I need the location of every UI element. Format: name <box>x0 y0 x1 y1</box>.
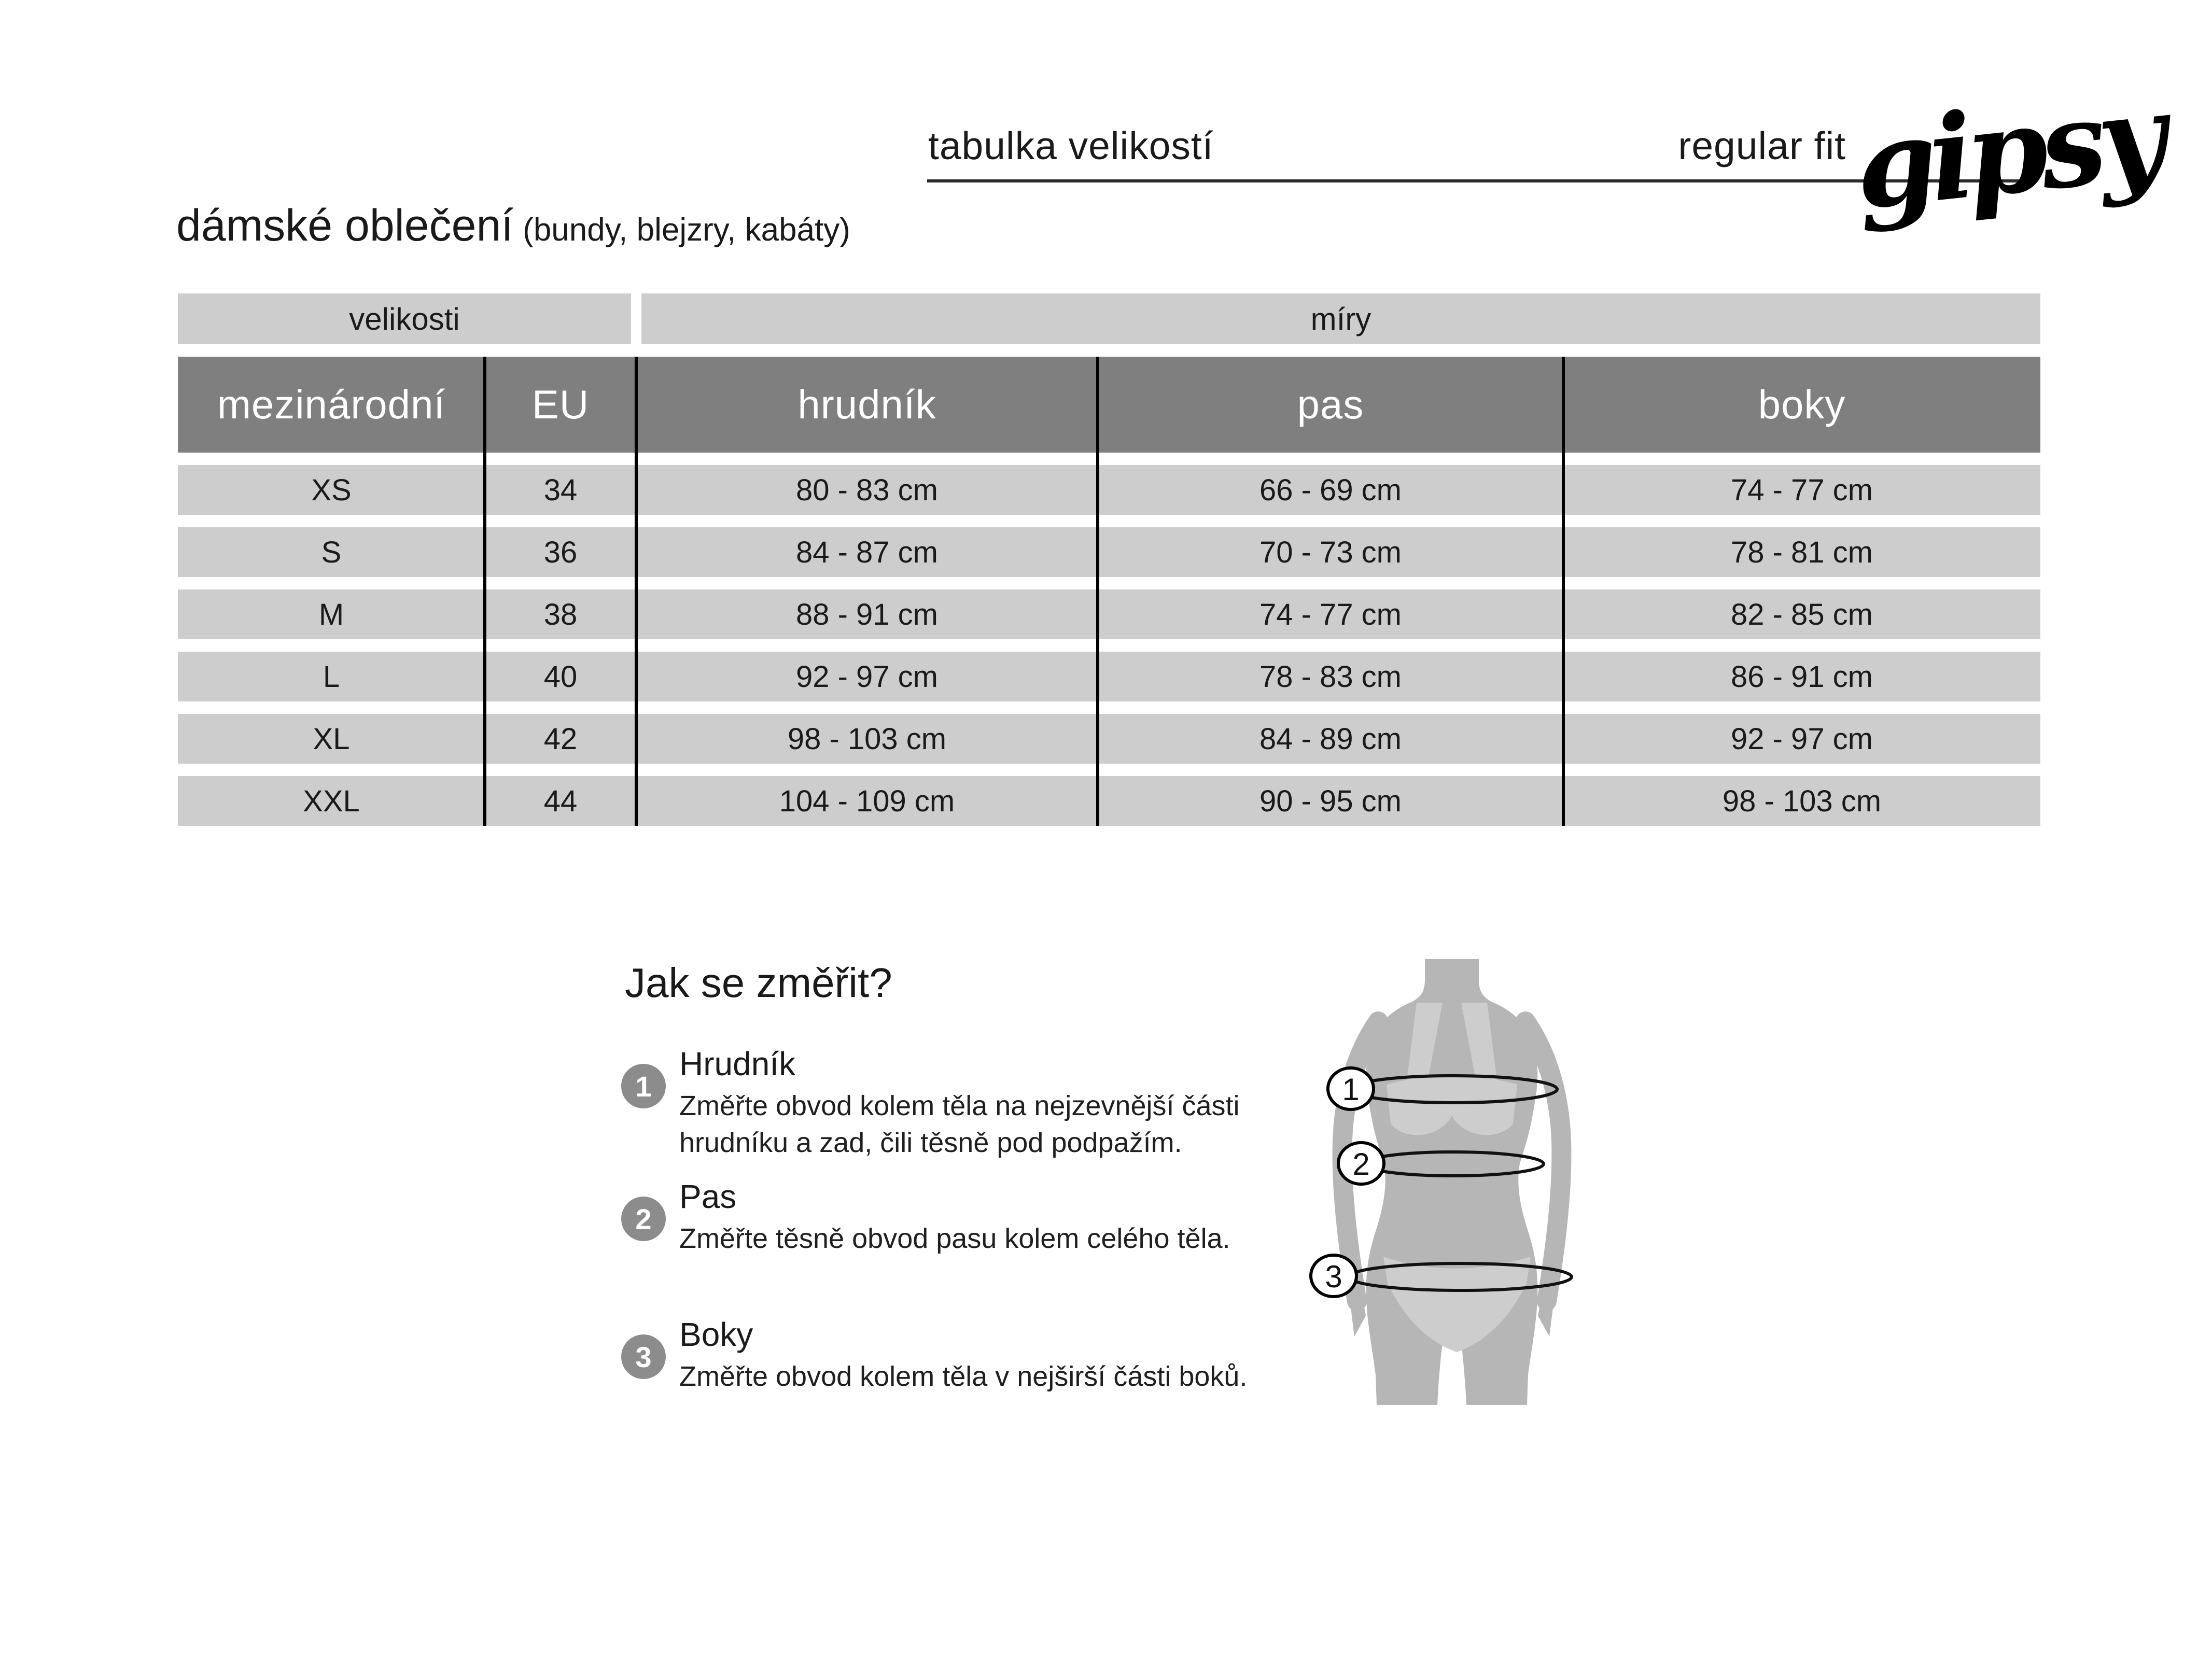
column-divider-line <box>1096 357 1099 826</box>
cell-eu: 38 <box>485 589 636 639</box>
table-row <box>178 527 2040 577</box>
female-silhouette-illustration <box>1307 959 1597 1405</box>
silhouette-neck <box>1412 959 1491 1002</box>
table-row <box>178 652 2040 701</box>
table-row <box>178 714 2040 764</box>
cell-eu: 36 <box>485 527 636 577</box>
step-description: Změřte těsně obvod pasu kolem celého těla. <box>679 1222 1230 1254</box>
step-text <box>679 1178 1230 1257</box>
cell-chest: 88 - 91 cm <box>636 589 1098 639</box>
table-body <box>178 465 2040 826</box>
cell-eu: 42 <box>485 714 636 764</box>
cell-international: XXL <box>178 776 485 826</box>
section-title-sub: (bundy, blejzry, kabáty) <box>523 212 850 248</box>
section-title <box>176 200 850 251</box>
cell-international: XL <box>178 714 485 764</box>
cell-hips: 74 - 77 cm <box>1563 465 2040 515</box>
step-description: Změřte obvod kolem těla na nejzevnější části hrudníku a zad, čili těsně pod podpažím. <box>679 1090 1240 1159</box>
cell-hips: 78 - 81 cm <box>1563 527 2040 577</box>
step-text <box>679 1316 1247 1395</box>
step-name: Boky <box>679 1316 753 1353</box>
step-name: Pas <box>679 1178 737 1215</box>
cell-hips: 82 - 85 cm <box>1563 589 2040 639</box>
measurement-figure <box>1307 959 1597 1405</box>
cell-international: XS <box>178 465 485 515</box>
step-number-badge: 3 <box>621 1334 666 1379</box>
figure-marker-2-number: 2 <box>1352 1147 1370 1182</box>
cell-international: S <box>178 527 485 577</box>
cell-chest: 80 - 83 cm <box>636 465 1098 515</box>
step-number-badge: 1 <box>621 1064 666 1108</box>
cell-chest: 98 - 103 cm <box>636 714 1098 764</box>
cell-chest: 84 - 87 cm <box>636 527 1098 577</box>
cell-waist: 84 - 89 cm <box>1098 714 1563 764</box>
cell-international: L <box>178 652 485 701</box>
cell-international: M <box>178 589 485 639</box>
column-header-waist: pas <box>1297 382 1364 427</box>
section-title-main: dámské oblečení <box>176 201 514 250</box>
cell-eu: 40 <box>485 652 636 701</box>
cell-waist: 78 - 83 cm <box>1098 652 1563 701</box>
size-table <box>178 293 2040 826</box>
step-text <box>679 1045 1338 1162</box>
cell-chest: 92 - 97 cm <box>636 652 1098 701</box>
howto-step-hips <box>621 1316 1247 1395</box>
table-row <box>178 589 2040 639</box>
table-row <box>178 776 2040 826</box>
cell-hips: 98 - 103 cm <box>1563 776 2040 826</box>
brand-logo: gipsy <box>1848 68 2166 236</box>
column-header-international: mezinárodní <box>217 382 446 427</box>
table-column-header-row <box>178 357 2040 453</box>
table-row <box>178 465 2040 515</box>
cell-waist: 66 - 69 cm <box>1098 465 1563 515</box>
howto-step-chest <box>621 1045 1338 1162</box>
step-description: Změřte obvod kolem těla v nejširší části boků. <box>679 1360 1248 1392</box>
figure-marker-1-number: 1 <box>1342 1072 1360 1107</box>
group-header-measures: míry <box>641 293 2040 344</box>
column-header-eu: EU <box>531 382 590 427</box>
column-header-chest: hrudník <box>797 382 936 427</box>
column-divider-line <box>1562 357 1565 826</box>
cell-eu: 44 <box>485 776 636 826</box>
step-number-badge: 2 <box>621 1197 666 1241</box>
cell-eu: 34 <box>485 465 636 515</box>
cell-waist: 70 - 73 cm <box>1098 527 1563 577</box>
column-divider-line <box>635 357 638 826</box>
step-name: Hrudník <box>679 1045 796 1082</box>
column-header-hips: boky <box>1758 382 1846 427</box>
cell-hips: 86 - 91 cm <box>1563 652 2040 701</box>
cell-hips: 92 - 97 cm <box>1563 714 2040 764</box>
column-divider-line <box>483 357 486 826</box>
howto-step-waist <box>621 1178 1230 1257</box>
cell-waist: 74 - 77 cm <box>1098 589 1563 639</box>
figure-marker-3-number: 3 <box>1325 1259 1342 1294</box>
howto-title: Jak se změřit? <box>625 960 892 1006</box>
cell-chest: 104 - 109 cm <box>636 776 1098 826</box>
cell-waist: 90 - 95 cm <box>1098 776 1563 826</box>
page-title: tabulka velikostí <box>928 124 1214 167</box>
table-group-header-row <box>178 293 2040 344</box>
group-header-sizes: velikosti <box>178 293 631 344</box>
fit-type-label: regular fit <box>1678 124 1846 167</box>
